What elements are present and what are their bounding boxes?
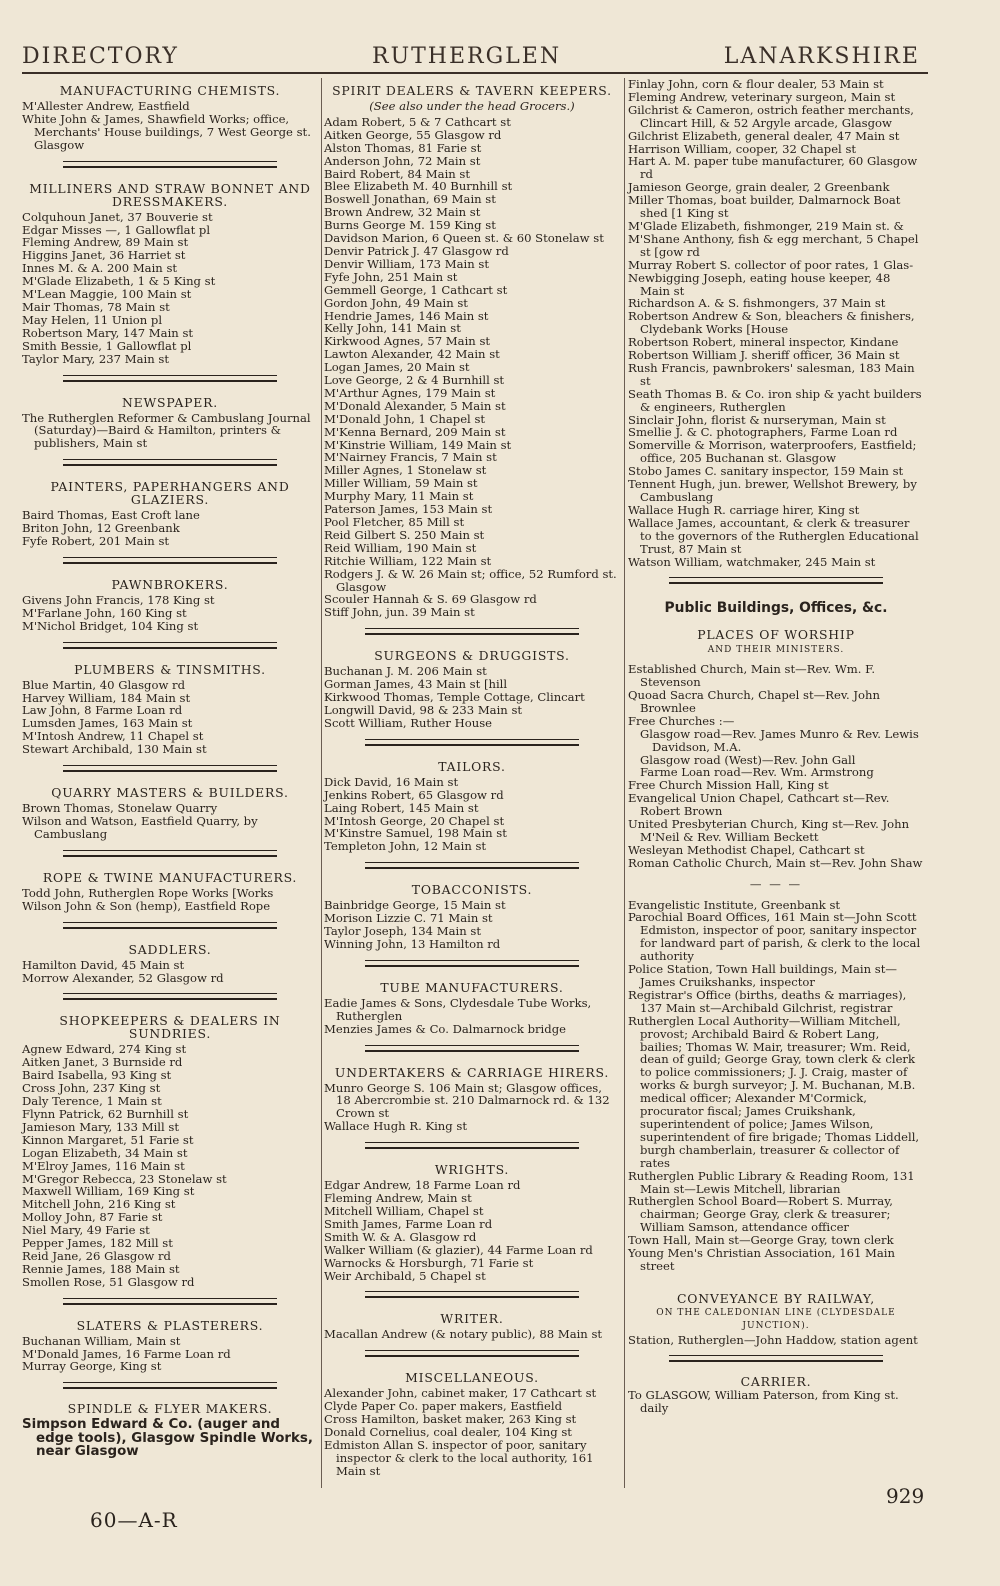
directory-entry: Niel Mary, 49 Farie st <box>22 1223 150 1238</box>
directory-entry: Harvey William, 184 Main st <box>22 690 191 705</box>
column-1 <box>22 78 318 1459</box>
directory-entry: Denvir William, 173 Main st <box>324 256 489 271</box>
worship-entry: Glasgow road—Rev. James Munro & Rev. Lewis Davidson, M.A. <box>640 726 919 754</box>
directory-entry: Brown Thomas, Stonelaw Quarry <box>22 801 218 816</box>
directory-section <box>22 943 318 985</box>
directory-entry: Jamieson Mary, 133 Mill st <box>22 1119 180 1134</box>
station-entry: Station, Rutherglen—John Haddow, station agent <box>628 1332 918 1347</box>
directory-entry: Scott William, Ruther House <box>324 715 493 730</box>
directory-section <box>22 480 318 548</box>
worship-entry: Roman Catholic Church, Main st—Rev. John Shaw <box>628 855 923 870</box>
worship-entry: Quoad Sacra Church, Chapel st—Rev. John Brownlee <box>628 687 880 715</box>
section-separator <box>63 375 276 382</box>
directory-entry: Menzies James & Co. Dalmarnock bridge <box>324 1021 566 1036</box>
worship-entry: Free Churches :— <box>628 713 735 728</box>
directory-entry: Jenkins Robert, 65 Glasgow rd <box>324 787 504 802</box>
section-separator <box>63 161 276 168</box>
directory-entry: M'Farlane John, 160 King st <box>22 605 187 620</box>
conveyance-title: CONVEYANCE BY RAILWAY, <box>677 1290 875 1306</box>
directory-entry: Love George, 2 & 4 Burnhill st <box>324 373 505 388</box>
section-separator <box>365 739 578 746</box>
worship-entry: Established Church, Main st—Rev. Wm. F. Stevenson <box>628 662 876 690</box>
directory-entry: Watson William, watchmaker, 245 Main st <box>628 554 876 569</box>
directory-section <box>324 1371 620 1477</box>
directory-entry: Kinnon Margaret, 51 Farie st <box>22 1132 194 1147</box>
section-separator <box>365 862 578 869</box>
worship-subtitle: AND THEIR MINISTERS. <box>707 645 845 656</box>
directory-entry: Fyfe John, 251 Main st <box>324 269 458 284</box>
directory-entry: M'Donald John, 1 Chapel st <box>324 411 486 426</box>
section-title: TAILORS. <box>438 758 506 774</box>
directory-entry: Daly Terence, 1 Main st <box>22 1094 162 1109</box>
directory-entry: Smith James, Farme Loan rd <box>324 1216 493 1231</box>
conveyance-subtitle: ON THE CALEDONIAN LINE (CLYDESDALE JUNCTION). <box>656 1307 896 1331</box>
office-entry: Young Men's Christian Association, 161 Main street <box>628 1246 895 1273</box>
directory-section <box>324 649 620 730</box>
worship-entry: Wesleyan Methodist Chapel, Cathcart st <box>628 842 865 857</box>
directory-entry: Jamieson George, grain dealer, 2 Greenbank <box>628 180 890 195</box>
footer-left: 60—A-R <box>90 1508 178 1532</box>
section-title: SURGEONS & DRUGGISTS. <box>374 648 570 664</box>
directory-entry: Blee Elizabeth M. 40 Burnhill st <box>324 179 513 194</box>
directory-entry: Paterson James, 153 Main st <box>324 502 493 517</box>
section-title: PAWNBROKERS. <box>111 576 229 592</box>
section-title: QUARRY MASTERS & BUILDERS. <box>51 785 289 801</box>
directory-entry: Cross John, 237 King st <box>22 1081 161 1096</box>
directory-entry: Baird Robert, 84 Main st <box>324 166 471 181</box>
directory-entry: Kirkwood Agnes, 57 Main st <box>324 334 491 349</box>
directory-entry: Tennent Hugh, jun. brewer, Wellshot Brewery, by Cambuslang <box>628 477 917 504</box>
directory-entry: Agnew Edward, 274 King st <box>22 1042 187 1057</box>
directory-entry: M'Intosh Andrew, 11 Chapel st <box>22 729 204 744</box>
directory-entry: Walker William (& glazier), 44 Farme Loan rd <box>324 1242 593 1257</box>
directory-entry: Edmiston Allan S. inspector of poor, sanitary inspector & clerk to the local authority, 161 Main st <box>324 1437 594 1478</box>
directory-entry: May Helen, 11 Union pl <box>22 312 163 327</box>
section-title: TOBACCONISTS. <box>411 882 533 898</box>
section-title: WRITER. <box>440 1311 504 1327</box>
directory-section <box>22 84 318 152</box>
directory-section <box>22 578 318 633</box>
directory-entry: Somerville & Morrison, waterproofers, Eastfield; office, 205 Buchanan st. Glasgow <box>628 438 917 466</box>
directory-section <box>324 1066 620 1134</box>
directory-section <box>324 1312 620 1341</box>
directory-entry: Hamilton David, 45 Main st <box>22 957 185 972</box>
directory-entry: Laing Robert, 145 Main st <box>324 800 479 815</box>
carrier-title: CARRIER. <box>740 1374 812 1390</box>
section-title: MISCELLANEOUS. <box>405 1370 539 1386</box>
directory-entry: Rush Francis, pawnbrokers' salesman, 183 Main st <box>628 360 915 388</box>
directory-entry: M'Glade Elizabeth, fishmonger, 219 Main st. & <box>628 218 904 233</box>
directory-entry: Taylor Joseph, 134 Main st <box>324 924 481 939</box>
directory-entry: Stewart Archibald, 130 Main st <box>22 742 207 757</box>
directory-entry: Alexander John, cabinet maker, 17 Cathcart st <box>324 1386 597 1401</box>
directory-entry: Morrow Alexander, 52 Glasgow rd <box>22 970 224 985</box>
directory-entry: Gemmell George, 1 Cathcart st <box>324 282 508 297</box>
directory-entry: Robertson William J. sheriff officer, 36 Main st <box>628 348 900 363</box>
directory-entry: The Rutherglen Reformer & Cambuslang Journal (Saturday)—Baird & Hamilton, printers & publishers, Main st <box>22 410 311 451</box>
directory-entry: Warnocks & Horsburgh, 71 Farie st <box>324 1255 534 1270</box>
directory-section <box>324 760 620 853</box>
directory-entry: M'Kenna Bernard, 209 Main st <box>324 424 506 439</box>
office-entry: Parochial Board Offices, 161 Main st—John Scott Edmiston, inspector of poor, sanitary inspector for landward part of parish, & clerk to the local authority <box>628 910 921 964</box>
directory-section <box>22 396 318 451</box>
directory-entry: M'Intosh George, 20 Chapel st <box>324 813 505 828</box>
directory-entry: Wilson John & Son (hemp), Eastfield Rope <box>22 898 271 913</box>
section-title: SADDLERS. <box>128 941 212 957</box>
directory-entry: Colquhoun Janet, 37 Bouverie st <box>22 209 213 224</box>
section-title: SPIRIT DEALERS & TAVERN KEEPERS. <box>332 83 612 98</box>
directory-entry: Simpson Edward & Co. (auger and edge tools), Glasgow Spindle Works, near Glasgow <box>22 1417 313 1460</box>
directory-entry: Givens John Francis, 178 King st <box>22 592 215 607</box>
directory-entry: Smith W. & A. Glasgow rd <box>324 1229 477 1244</box>
directory-entry: Munro George S. 106 Main st; Glasgow offices, 18 Abercrombie st. 210 Dalmarnock rd. & 132 Crown st <box>324 1080 610 1121</box>
office-entry: Rutherglen Local Authority—William Mitchell, provost; Archibald Baird & Robert Lang, bailies; Thomas W. Mair, treasurer; Wm. Reid, dean of guild; George Gray, town clerk & clerk to police commissioners; J. J. Craig, master of works & burgh surveyor; J. M. Buchanan, M.B. medical officer; Alexander M'Cormick, procurator fiscal; James Cruikshank, superintendent of police; James Wilson, superintendent of fire brigade; Thomas Liddell, burgh chamberlain, treasurer & collector of rates <box>628 1013 920 1170</box>
directory-entry: Eadie James & Sons, Clydesdale Tube Works, Rutherglen <box>324 995 592 1023</box>
directory-entry: Reid Gilbert S. 250 Main st <box>324 527 485 542</box>
directory-entry: Gilchrist & Cameron, ostrich feather merchants, Clincart Hill, & 52 Argyle arcade, Glasgow <box>628 102 914 130</box>
section-separator <box>63 1298 276 1305</box>
section-title: SLATERS & PLASTERERS. <box>76 1317 264 1333</box>
section-title: PLUMBERS & TINSMITHS. <box>74 661 266 677</box>
directory-entry: Donald Cornelius, coal dealer, 104 King st <box>324 1425 572 1440</box>
section-title: MANUFACTURING CHEMISTS. <box>59 83 281 98</box>
directory-entry: Sinclair John, florist & nurseryman, Main st <box>628 412 886 427</box>
directory-entry: Miller Agnes, 1 Stonelaw st <box>324 463 487 478</box>
directory-entry: Scouler Hannah & S. 69 Glasgow rd <box>324 592 537 607</box>
column-divider <box>624 78 625 1488</box>
directory-entry: Macallan Andrew (& notary public), 88 Main st <box>324 1327 603 1342</box>
directory-entry: Robertson Mary, 147 Main st <box>22 325 194 340</box>
directory-entry: Alston Thomas, 81 Farie st <box>324 140 482 155</box>
directory-entry: Winning John, 13 Hamilton rd <box>324 936 501 951</box>
directory-entry: Anderson John, 72 Main st <box>324 153 481 168</box>
directory-entry: Fleming Andrew, veterinary surgeon, Main st <box>628 89 896 104</box>
directory-entry: Miller William, 59 Main st <box>324 476 478 491</box>
section-separator <box>365 1142 578 1149</box>
section-separator <box>365 628 578 635</box>
section-title: WRIGHTS. <box>434 1162 510 1178</box>
directory-entry: Logan James, 20 Main st <box>324 360 470 375</box>
directory-entry: Lawton Alexander, 42 Main st <box>324 347 500 362</box>
worship-entry: Free Church Mission Hall, King st <box>628 778 829 793</box>
office-entry: Evangelistic Institute, Greenbank st <box>628 897 841 912</box>
section-separator <box>63 642 276 649</box>
directory-entry: Higgins Janet, 36 Harriet st <box>22 248 186 263</box>
directory-entry: Gilchrist Elizabeth, general dealer, 47 Main st <box>628 128 900 143</box>
directory-entry: Adam Robert, 5 & 7 Cathcart st <box>324 114 511 129</box>
directory-entry: M'Donald Alexander, 5 Main st <box>324 398 506 413</box>
directory-entry: Weir Archibald, 5 Chapel st <box>324 1268 486 1283</box>
directory-entry: Seath Thomas B. & Co. iron ship & yacht builders & engineers, Rutherglen <box>628 386 922 414</box>
directory-entry: Molloy John, 87 Farie st <box>22 1210 163 1225</box>
directory-entry: Robertson Robert, mineral inspector, Kindane <box>628 335 899 350</box>
directory-entry: Hart A. M. paper tube manufacturer, 60 Glasgow rd <box>628 154 918 182</box>
office-entry: Police Station, Town Hall buildings, Main st—James Cruikshanks, inspector <box>628 962 897 989</box>
directory-section <box>22 182 318 366</box>
section-title: SPINDLE & FLYER MAKERS. <box>67 1401 273 1417</box>
section-separator <box>365 1045 578 1052</box>
section-note: (See also under the head Grocers.) <box>369 99 575 113</box>
directory-entry: Cross Hamilton, basket maker, 263 King st <box>324 1412 577 1427</box>
section-title: UNDERTAKERS & CARRIAGE HIRERS. <box>334 1064 610 1080</box>
directory-entry: Reid William, 190 Main st <box>324 540 477 555</box>
directory-entry: Wilson and Watson, Eastfield Quarry, by Cambuslang <box>22 814 258 841</box>
worship-entry: Farme Loan road—Rev. Wm. Armstrong <box>640 765 874 780</box>
office-entry: Town Hall, Main st—George Gray, town clerk <box>628 1233 894 1248</box>
directory-entry: Denvir Patrick J. 47 Glasgow rd <box>324 243 509 258</box>
section-separator <box>63 850 276 857</box>
directory-entry: White John & James, Shawfield Works; office, Merchants' House buildings, 7 West George st. Glasgow <box>22 111 311 152</box>
directory-entry: Gorman James, 43 Main st [hill <box>324 677 508 692</box>
section-separator <box>63 1382 276 1389</box>
section-separator <box>669 1355 882 1362</box>
carrier-entry: To GLASGOW, William Paterson, from King st. daily <box>628 1388 899 1416</box>
directory-entry: Aitken Janet, 3 Burnside rd <box>22 1055 183 1070</box>
header-rule <box>22 72 928 74</box>
directory-entry: Fleming Andrew, Main st <box>324 1191 472 1206</box>
directory-entry: Dick David, 16 Main st <box>324 774 459 789</box>
directory-entry: Harrison William, cooper, 32 Chapel st <box>628 141 857 156</box>
worship-entry: Evangelical Union Chapel, Cathcart st—Rev. Robert Brown <box>628 791 890 819</box>
directory-entry: Longwill David, 98 & 233 Main st <box>324 702 523 717</box>
section-title: NEWSPAPER. <box>122 394 218 410</box>
directory-entry: Kirkwood Thomas, Temple Cottage, Clincart <box>324 690 585 705</box>
directory-entry: Wallace Hugh R. King st <box>324 1119 467 1134</box>
directory-entry: M'Elroy James, 116 Main st <box>22 1158 185 1173</box>
directory-entry: M'Allester Andrew, Eastfield <box>22 99 190 113</box>
directory-entry: Edgar Misses —, 1 Gallowflat pl <box>22 222 211 237</box>
section-separator <box>669 577 882 584</box>
directory-section <box>324 981 620 1036</box>
directory-entry: Murray George, King st <box>22 1359 162 1374</box>
directory-section <box>22 786 318 841</box>
directory-entry: M'Glade Elizabeth, 1 & 5 King st <box>22 274 216 289</box>
directory-entry: Boswell Jonathan, 69 Main st <box>324 192 496 207</box>
directory-entry: M'Arthur Agnes, 179 Main st <box>324 385 496 400</box>
directory-entry: Pepper James, 182 Mill st <box>22 1236 173 1251</box>
page-number: 929 <box>886 1484 925 1508</box>
directory-entry: Morison Lizzie C. 71 Main st <box>324 911 493 926</box>
directory-section <box>324 84 620 619</box>
header-center: RUTHERGLEN <box>372 44 562 69</box>
section-separator <box>365 1350 578 1357</box>
directory-entry: Fleming Andrew, 89 Main st <box>22 235 189 250</box>
section-separator <box>63 557 276 564</box>
directory-entry: Wallace James, accountant, & clerk & treasurer to the governors of the Rutherglen Educational Trust, 87 Main st <box>628 515 919 556</box>
directory-entry: Pool Fletcher, 85 Mill st <box>324 515 465 529</box>
directory-entry: Finlay John, corn & flour dealer, 53 Main st <box>628 77 884 91</box>
directory-entry: Newbigging Joseph, eating house keeper, 48 Main st <box>628 270 891 298</box>
directory-entry: M'Nichol Bridget, 104 King st <box>22 618 199 633</box>
directory-section <box>22 1014 318 1288</box>
directory-entry: Reid Jane, 26 Glasgow rd <box>22 1248 171 1263</box>
directory-section <box>324 1163 620 1282</box>
header-left: DIRECTORY <box>22 44 179 69</box>
directory-entry: Richardson A. & S. fishmongers, 37 Main st <box>628 296 886 311</box>
directory-entry: Mitchell John, 216 King st <box>22 1197 176 1212</box>
directory-section <box>22 663 318 756</box>
directory-section <box>22 871 318 913</box>
directory-entry: Lumsden James, 163 Main st <box>22 716 193 731</box>
section-title: ROPE & TWINE MANUFACTURERS. <box>42 869 298 885</box>
directory-entry: Baird Thomas, East Croft lane <box>22 508 200 523</box>
header-right: LANARKSHIRE <box>723 44 920 69</box>
column-3 <box>628 78 924 1415</box>
directory-entry: Davidson Marion, 6 Queen st. & 60 Stonelaw st <box>324 231 604 246</box>
directory-entry: Smellie J. & C. photographers, Farme Loan rd <box>628 425 898 440</box>
directory-entry: Hendrie James, 146 Main st <box>324 308 489 323</box>
column-divider <box>321 78 322 1488</box>
worship-title: PLACES OF WORSHIP <box>697 627 855 643</box>
directory-entry: Mair Thomas, 78 Main st <box>22 299 170 314</box>
section-title: MILLINERS AND STRAW BONNET AND DRESSMAKERS. <box>29 180 311 209</box>
directory-entry: Rodgers J. & W. 26 Main st; office, 52 Rumford st. Glasgow <box>324 566 617 594</box>
section-separator <box>63 922 276 929</box>
directory-entry: Mitchell William, Chapel st <box>324 1204 484 1218</box>
directory-entry: Innes M. & A. 200 Main st <box>22 261 178 276</box>
directory-entry: Miller Thomas, boat builder, Dalmarnock Boat shed [1 King st <box>628 193 901 221</box>
directory-entry: Wallace Hugh R. carriage hirer, King st <box>628 502 860 517</box>
directory-entry: Stiff John, jun. 39 Main st <box>324 605 475 620</box>
directory-entry: Maxwell William, 169 King st <box>22 1184 195 1199</box>
directory-entry: Gordon John, 49 Main st <box>324 295 468 310</box>
directory-entry: Robertson Andrew & Son, bleachers & finishers, Clydebank Works [House <box>628 309 915 337</box>
section-separator <box>63 459 276 466</box>
directory-entry: Briton John, 12 Greenbank <box>22 521 180 536</box>
dash-separator: — — — <box>749 876 803 891</box>
section-separator <box>628 1281 841 1285</box>
directory-entry: Todd John, Rutherglen Rope Works [Works <box>22 885 274 900</box>
section-separator <box>63 993 276 1000</box>
directory-entry: Murphy Mary, 11 Main st <box>324 489 474 504</box>
directory-entry: M'Nairney Francis, 7 Main st <box>324 450 497 465</box>
directory-entry: M'Lean Maggie, 100 Main st <box>22 287 192 302</box>
section-separator <box>365 960 578 967</box>
directory-entry: Law John, 8 Farme Loan rd <box>22 703 183 718</box>
directory-entry: M'Kinstre Samuel, 198 Main st <box>324 826 507 841</box>
worship-entry: Glasgow road (West)—Rev. John Gall <box>640 752 856 767</box>
directory-entry: Smith Bessie, 1 Gallowflat pl <box>22 338 192 353</box>
directory-entry: Logan Elizabeth, 34 Main st <box>22 1145 188 1160</box>
directory-entry: Murray Robert S. collector of poor rates, 1 Glas- <box>628 257 914 272</box>
directory-entry: M'Donald James, 16 Farme Loan rd <box>22 1346 231 1361</box>
directory-entry: Fyfe Robert, 201 Main st <box>22 534 170 549</box>
directory-entry: Flynn Patrick, 62 Burnhill st <box>22 1106 189 1121</box>
directory-entry: Buchanan J. M. 206 Main st <box>324 664 487 679</box>
directory-entry: Aitken George, 55 Glasgow rd <box>324 127 502 142</box>
directory-entry: Buchanan William, Main st <box>22 1333 181 1348</box>
directory-entry: Blue Martin, 40 Glasgow rd <box>22 677 186 692</box>
office-entry: Rutherglen Public Library & Reading Room, 131 Main st—Lewis Mitchell, librarian <box>628 1168 915 1196</box>
directory-entry: Bainbridge George, 15 Main st <box>324 898 506 913</box>
directory-entry: M'Shane Anthony, fish & egg merchant, 5 Chapel st [gow rd <box>628 231 919 259</box>
directory-section <box>22 1319 318 1374</box>
section-title: SHOPKEEPERS & DEALERS IN SUNDRIES. <box>59 1013 281 1042</box>
section-separator <box>63 765 276 772</box>
directory-entry: Stobo James C. sanitary inspector, 159 Main st <box>628 464 904 479</box>
directory-entry: Brown Andrew, 32 Main st <box>324 205 481 220</box>
public-buildings-title: Public Buildings, Offices, &c. <box>664 600 888 617</box>
section-title: TUBE MANUFACTURERS. <box>380 979 564 995</box>
column-2 <box>324 78 620 1478</box>
office-entry: Rutherglen School Board—Robert S. Murray, chairman; George Gray, clerk & treasurer; William Samson, attendance officer <box>628 1194 893 1235</box>
section-title: PAINTERS, PAPERHANGERS AND GLAZIERS. <box>50 479 290 508</box>
directory-entry: Taylor Mary, 237 Main st <box>22 351 169 366</box>
section-separator <box>365 1291 578 1298</box>
directory-entry: Rennie James, 188 Main st <box>22 1261 180 1276</box>
directory-entry: Smollen Rose, 51 Glasgow rd <box>22 1274 195 1289</box>
directory-section <box>324 883 620 951</box>
directory-entry: M'Gregor Rebecca, 23 Stonelaw st <box>22 1171 227 1186</box>
directory-entry: Kelly John, 141 Main st <box>324 321 461 336</box>
directory-entry: Baird Isabella, 93 King st <box>22 1068 172 1083</box>
directory-entry: Ritchie William, 122 Main st <box>324 553 492 568</box>
directory-entry: Burns George M. 159 King st <box>324 218 496 233</box>
directory-entry: Edgar Andrew, 18 Farme Loan rd <box>324 1178 521 1193</box>
office-entry: Registrar's Office (births, deaths & marriages), 137 Main st—Archibald Gilchrist, registrar <box>628 987 907 1015</box>
directory-entry: M'Kinstrie William, 149 Main st <box>324 437 512 452</box>
directory-entry: Templeton John, 12 Main st <box>324 839 487 854</box>
worship-entry: United Presbyterian Church, King st—Rev. John M'Neil & Rev. William Beckett <box>628 817 910 844</box>
directory-entry: Clyde Paper Co. paper makers, Eastfield <box>324 1399 563 1414</box>
